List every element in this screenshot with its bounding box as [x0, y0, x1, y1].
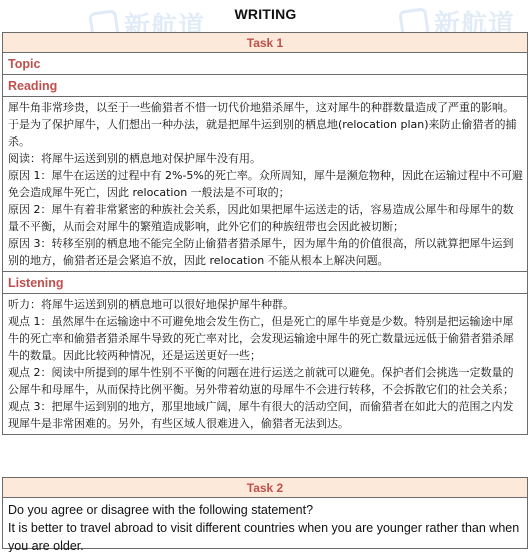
- listening-paragraph: 观点 2：阅读中所提到的犀牛性别不平衡的问题在进行运送之前就可以避免。保护者们会挑选一定数量的公犀牛和母犀牛，从而保持比例平衡。另外带着幼崽的母犀牛不会进行转移，不会拆散它们的社会关系；: [8, 366, 514, 396]
- listening-paragraph: 观点 1：虽然犀牛在运输途中不可避免地会发生伤亡，但是死亡的犀牛毕竟是少数。特别是把运输途中犀牛的死亡率和偷猎者猎杀犀牛导致的死亡率对比，会发现运输途中犀牛的死亡数量远远低于偷猎者猎杀犀牛的数量。因此比较两种情况，还是运送更好一些；: [8, 315, 514, 362]
- watermark-text: 新航道: [124, 12, 206, 42]
- task1-header: Task 1: [3, 33, 527, 53]
- reading-paragraph: 原因 2：犀牛有着非常紧密的种族社会关系，因此如果把犀牛运送走的话，容易造成公犀牛和母犀牛的数量不平衡，从而会对犀牛的繁殖造成影响，此外它们的种族纽带也会因此被切断；: [8, 203, 514, 233]
- task1-box: [2, 32, 528, 435]
- listening-passage: [3, 294, 527, 434]
- page-title: WRITING: [234, 6, 297, 22]
- task2-prompt: [3, 498, 527, 552]
- task2-statement: It is better to travel abroad to visit different countries when you are younger rather than when you are older.: [8, 521, 520, 552]
- reading-paragraph: 原因 3：转移至别的栖息地不能完全防止偷猎者猎杀犀牛，因为犀牛角的价值很高，所以就算把犀牛运到别的地方，偷猎者还是会紧追不放，因此 relocation 不能从根本上解决问题。: [8, 237, 514, 267]
- task2-box: [2, 477, 528, 552]
- reading-label: Reading: [3, 75, 527, 97]
- listening-label: Listening: [3, 272, 527, 294]
- topic-label: Topic: [3, 53, 527, 75]
- watermark-text: 新航道: [434, 10, 516, 40]
- reading-passage: [3, 97, 527, 272]
- listening-paragraph: 观点 3：把犀牛运到别的地方，那里地域广阔，犀牛有很大的活动空间，而偷猎者在如此大的范围之内发现犀牛是非常困难的。另外，有些区域人很难进入，偷猎者无法到达。: [8, 400, 514, 430]
- reading-paragraph: 犀牛角非常珍贵，以至于一些偷猎者不惜一切代价地猎杀犀牛，这对犀牛的种群数量造成了严重的影响。于是为了保护犀牛，人们想出一种办法，就是把犀牛运到别的栖息地(relocation plan)来防止偷猎者的捕杀。: [8, 101, 517, 148]
- task2-header: Task 2: [3, 478, 527, 498]
- listening-paragraph: 听力：将犀牛运送到别的栖息地可以很好地保护犀牛种群。: [8, 298, 294, 311]
- task2-question: Do you agree or disagree with the following statement?: [8, 503, 314, 517]
- reading-paragraph: 原因 1：犀牛在运送的过程中有 2%-5%的死亡率。众所周知，犀牛是濒危物种，因此在运输过程中不可避免会造成犀牛死亡，因此 relocation 一般法是不可取的；: [8, 169, 523, 199]
- reading-paragraph: 阅读：将犀牛运送到别的栖息地对保护犀牛没有用。: [8, 152, 261, 165]
